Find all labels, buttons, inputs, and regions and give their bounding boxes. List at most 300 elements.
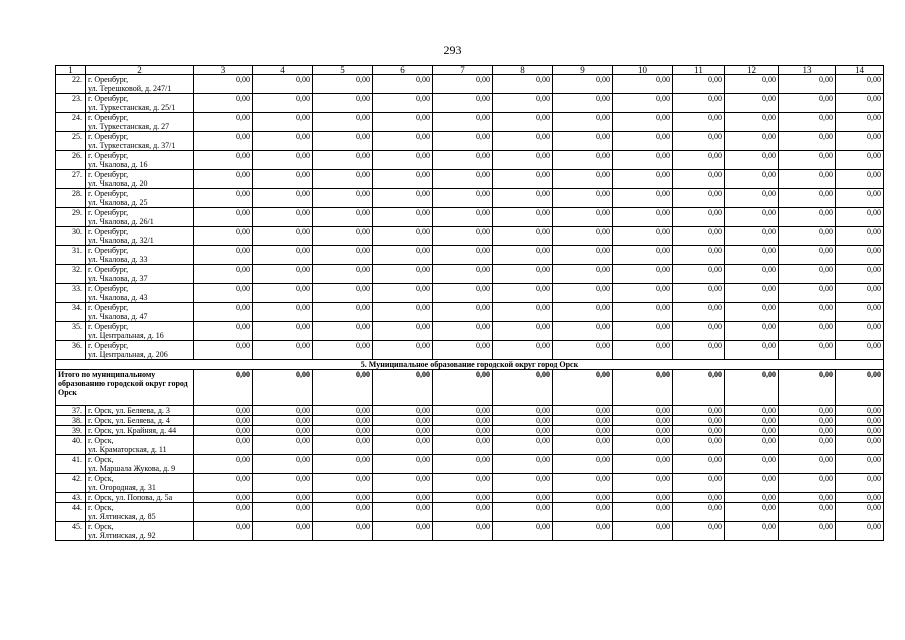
address-cell [86,436,194,455]
value-cell: 0,00 [779,189,836,208]
table-row [56,522,884,541]
value-cell: 0,00 [433,132,493,151]
value-cell: 0,00 [553,341,613,360]
row-number: 28. [56,189,86,208]
table-row [56,189,884,208]
column-header: 10 [613,66,673,75]
address-cell [86,455,194,474]
value-cell: 0,00 [779,406,836,416]
total-value-cell: 0,00 [493,370,553,406]
value-cell: 0,00 [673,436,725,455]
value-cell: 0,00 [433,94,493,113]
value-cell: 0,00 [613,426,673,436]
value-cell: 0,00 [493,246,553,265]
value-cell: 0,00 [433,113,493,132]
value-cell: 0,00 [313,151,373,170]
value-cell: 0,00 [253,113,313,132]
table-row [56,493,884,503]
address-line-2: ул. Маршала Жукова, д. 9 [88,464,176,473]
value-cell: 0,00 [373,522,433,541]
value-cell: 0,00 [313,426,373,436]
value-cell: 0,00 [836,208,884,227]
value-cell: 0,00 [613,113,673,132]
value-cell: 0,00 [725,189,779,208]
value-cell: 0,00 [836,170,884,189]
value-cell: 0,00 [253,208,313,227]
address-line-2: ул. Краматорская, д. 11 [88,445,167,454]
value-cell: 0,00 [253,265,313,284]
value-cell: 0,00 [493,455,553,474]
row-number: 31. [56,246,86,265]
column-header: 11 [673,66,725,75]
section-row [56,360,884,370]
address-cell [86,406,194,416]
total-value-cell: 0,00 [553,370,613,406]
value-cell: 0,00 [779,151,836,170]
total-value-cell: 0,00 [253,370,313,406]
value-cell: 0,00 [613,341,673,360]
value-cell: 0,00 [433,455,493,474]
row-number: 35. [56,322,86,341]
table-row [56,246,884,265]
value-cell: 0,00 [613,322,673,341]
value-cell: 0,00 [725,113,779,132]
value-cell: 0,00 [194,151,253,170]
value-cell: 0,00 [194,455,253,474]
value-cell: 0,00 [725,455,779,474]
value-cell: 0,00 [194,426,253,436]
value-cell: 0,00 [673,208,725,227]
address-line-1: г. Оренбург, [88,227,129,236]
value-cell: 0,00 [725,151,779,170]
value-cell: 0,00 [253,322,313,341]
value-cell: 0,00 [433,341,493,360]
value-cell: 0,00 [373,265,433,284]
value-cell: 0,00 [613,406,673,416]
value-cell: 0,00 [725,208,779,227]
value-cell: 0,00 [493,474,553,493]
row-number: 33. [56,284,86,303]
value-cell: 0,00 [836,94,884,113]
value-cell: 0,00 [553,227,613,246]
value-cell: 0,00 [613,303,673,322]
value-cell: 0,00 [836,455,884,474]
value-cell: 0,00 [725,474,779,493]
value-cell: 0,00 [194,208,253,227]
value-cell: 0,00 [725,132,779,151]
address-line-1: г. Оренбург, [88,303,129,312]
value-cell: 0,00 [493,426,553,436]
value-cell: 0,00 [313,265,373,284]
value-cell: 0,00 [493,151,553,170]
table-row [56,406,884,416]
address-line-2: ул. Туркестанская, д. 25/1 [88,103,176,112]
total-value-cell: 0,00 [613,370,673,406]
value-cell: 0,00 [433,416,493,426]
value-cell: 0,00 [433,265,493,284]
value-cell: 0,00 [433,406,493,416]
total-value-cell: 0,00 [836,370,884,406]
value-cell: 0,00 [673,189,725,208]
value-cell: 0,00 [673,284,725,303]
row-number: 37. [56,406,86,416]
table-row [56,113,884,132]
address-cell [86,416,194,426]
value-cell: 0,00 [836,341,884,360]
column-header: 4 [253,66,313,75]
value-cell: 0,00 [673,341,725,360]
value-cell: 0,00 [553,265,613,284]
value-cell: 0,00 [493,436,553,455]
value-cell: 0,00 [779,303,836,322]
value-cell: 0,00 [613,284,673,303]
value-cell: 0,00 [613,265,673,284]
column-header: 1 [56,66,86,75]
value-cell: 0,00 [836,189,884,208]
row-number: 23. [56,94,86,113]
value-cell: 0,00 [779,132,836,151]
value-cell: 0,00 [779,265,836,284]
value-cell: 0,00 [373,503,433,522]
value-cell: 0,00 [779,208,836,227]
table-row [56,341,884,360]
value-cell: 0,00 [493,493,553,503]
value-cell: 0,00 [313,113,373,132]
value-cell: 0,00 [493,265,553,284]
value-cell: 0,00 [725,493,779,503]
table-row [56,474,884,493]
column-header: 3 [194,66,253,75]
column-header: 13 [779,66,836,75]
value-cell: 0,00 [373,170,433,189]
value-cell: 0,00 [493,406,553,416]
value-cell: 0,00 [613,246,673,265]
row-number: 30. [56,227,86,246]
value-cell: 0,00 [725,265,779,284]
column-header: 14 [836,66,884,75]
value-cell: 0,00 [373,94,433,113]
value-cell: 0,00 [433,426,493,436]
value-cell: 0,00 [725,406,779,416]
row-number: 40. [56,436,86,455]
value-cell: 0,00 [433,322,493,341]
address-cell [86,113,194,132]
value-cell: 0,00 [373,426,433,436]
value-cell: 0,00 [493,522,553,541]
value-cell: 0,00 [779,322,836,341]
address-line-1: г. Орск, ул. Крайняя, д. 44 [88,426,177,435]
value-cell: 0,00 [313,474,373,493]
column-header: 5 [313,66,373,75]
value-cell: 0,00 [373,474,433,493]
value-cell: 0,00 [613,94,673,113]
value-cell: 0,00 [253,503,313,522]
value-cell: 0,00 [673,322,725,341]
value-cell: 0,00 [779,455,836,474]
table-row [56,416,884,426]
value-cell: 0,00 [373,322,433,341]
value-cell: 0,00 [613,132,673,151]
address-line-1: г. Оренбург, [88,113,129,122]
value-cell: 0,00 [433,436,493,455]
table-row [56,436,884,455]
value-cell: 0,00 [553,113,613,132]
value-cell: 0,00 [779,75,836,94]
value-cell: 0,00 [433,522,493,541]
value-cell: 0,00 [779,493,836,503]
value-cell: 0,00 [493,75,553,94]
address-cell [86,284,194,303]
value-cell: 0,00 [373,75,433,94]
value-cell: 0,00 [253,426,313,436]
value-cell: 0,00 [194,493,253,503]
value-cell: 0,00 [493,94,553,113]
value-cell: 0,00 [779,474,836,493]
table-row [56,227,884,246]
address-line-1: г. Оренбург, [88,94,129,103]
table-row [56,151,884,170]
row-number: 29. [56,208,86,227]
value-cell: 0,00 [553,189,613,208]
table-row [56,94,884,113]
value-cell: 0,00 [673,170,725,189]
value-cell: 0,00 [836,406,884,416]
table-row [56,132,884,151]
value-cell: 0,00 [313,189,373,208]
value-cell: 0,00 [836,493,884,503]
address-line-2: ул. Чкалова, д. 25 [88,198,148,207]
address-cell [86,189,194,208]
column-header: 7 [433,66,493,75]
address-line-2: ул. Чкалова, д. 16 [88,160,148,169]
value-cell: 0,00 [836,503,884,522]
value-cell: 0,00 [373,493,433,503]
value-cell: 0,00 [433,503,493,522]
value-cell: 0,00 [493,503,553,522]
value-cell: 0,00 [194,503,253,522]
value-cell: 0,00 [373,341,433,360]
value-cell: 0,00 [613,522,673,541]
value-cell: 0,00 [253,189,313,208]
value-cell: 0,00 [725,322,779,341]
value-cell: 0,00 [194,75,253,94]
value-cell: 0,00 [493,284,553,303]
row-number: 22. [56,75,86,94]
address-cell [86,341,194,360]
value-cell: 0,00 [836,265,884,284]
value-cell: 0,00 [373,246,433,265]
column-header: 12 [725,66,779,75]
value-cell: 0,00 [836,322,884,341]
value-cell: 0,00 [373,416,433,426]
address-cell [86,522,194,541]
value-cell: 0,00 [433,227,493,246]
row-number: 27. [56,170,86,189]
value-cell: 0,00 [553,522,613,541]
value-cell: 0,00 [673,522,725,541]
address-line-1: г. Оренбург, [88,132,129,141]
value-cell: 0,00 [836,151,884,170]
value-cell: 0,00 [673,265,725,284]
value-cell: 0,00 [313,284,373,303]
value-cell: 0,00 [779,426,836,436]
value-cell: 0,00 [553,208,613,227]
address-line-1: г. Орск, ул. Беляева, д. 4 [88,416,170,425]
total-value-cell: 0,00 [779,370,836,406]
value-cell: 0,00 [253,132,313,151]
value-cell: 0,00 [253,94,313,113]
value-cell: 0,00 [373,208,433,227]
value-cell: 0,00 [673,426,725,436]
value-cell: 0,00 [673,493,725,503]
address-line-1: г. Орск, ул. Беляева, д. 3 [88,406,170,415]
address-line-1: г. Орск, ул. Попова, д. 5а [88,493,173,502]
value-cell: 0,00 [613,189,673,208]
row-number: 25. [56,132,86,151]
value-cell: 0,00 [373,132,433,151]
value-cell: 0,00 [194,227,253,246]
value-cell: 0,00 [836,246,884,265]
value-cell: 0,00 [553,246,613,265]
value-cell: 0,00 [253,416,313,426]
value-cell: 0,00 [836,75,884,94]
address-line-1: г. Орск, [88,455,114,464]
value-cell: 0,00 [613,416,673,426]
value-cell: 0,00 [194,246,253,265]
address-line-1: г. Оренбург, [88,322,129,331]
value-cell: 0,00 [493,227,553,246]
value-cell: 0,00 [493,303,553,322]
address-line-1: г. Оренбург, [88,246,129,255]
value-cell: 0,00 [725,94,779,113]
total-value-cell: 0,00 [373,370,433,406]
row-number: 34. [56,303,86,322]
address-cell [86,493,194,503]
value-cell: 0,00 [253,303,313,322]
value-cell: 0,00 [779,170,836,189]
value-cell: 0,00 [313,303,373,322]
row-number: 41. [56,455,86,474]
address-cell [86,227,194,246]
value-cell: 0,00 [373,284,433,303]
value-cell: 0,00 [836,474,884,493]
table-row [56,265,884,284]
value-cell: 0,00 [194,94,253,113]
address-line-1: г. Оренбург, [88,151,129,160]
value-cell: 0,00 [313,503,373,522]
address-line-1: г. Орск, [88,522,114,531]
row-number: 38. [56,416,86,426]
value-cell: 0,00 [313,94,373,113]
value-cell: 0,00 [673,113,725,132]
value-cell: 0,00 [253,341,313,360]
value-cell: 0,00 [194,406,253,416]
value-cell: 0,00 [433,474,493,493]
value-cell: 0,00 [194,303,253,322]
value-cell: 0,00 [493,208,553,227]
value-cell: 0,00 [779,436,836,455]
address-cell [86,503,194,522]
address-line-2: ул. Чкалова, д. 33 [88,255,148,264]
value-cell: 0,00 [373,151,433,170]
value-cell: 0,00 [313,436,373,455]
value-cell: 0,00 [194,132,253,151]
value-cell: 0,00 [779,94,836,113]
value-cell: 0,00 [433,170,493,189]
row-number: 42. [56,474,86,493]
value-cell: 0,00 [313,246,373,265]
address-cell [86,208,194,227]
address-line-1: г. Оренбург, [88,208,129,217]
value-cell: 0,00 [313,455,373,474]
value-cell: 0,00 [553,436,613,455]
address-cell [86,474,194,493]
address-line-2: ул. Ялтинская, д. 92 [88,531,156,540]
value-cell: 0,00 [253,170,313,189]
value-cell: 0,00 [725,170,779,189]
section-title: 5. Муниципальное образование городской округ город Орск [56,360,884,370]
value-cell: 0,00 [673,94,725,113]
row-number: 44. [56,503,86,522]
value-cell: 0,00 [836,113,884,132]
address-line-1: г. Оренбург, [88,341,129,350]
value-cell: 0,00 [725,75,779,94]
value-cell: 0,00 [433,208,493,227]
value-cell: 0,00 [553,322,613,341]
column-header: 8 [493,66,553,75]
value-cell: 0,00 [613,170,673,189]
address-line-2: ул. Чкалова, д. 43 [88,293,148,302]
value-cell: 0,00 [836,416,884,426]
value-cell: 0,00 [253,75,313,94]
row-number: 43. [56,493,86,503]
value-cell: 0,00 [725,426,779,436]
value-cell: 0,00 [836,284,884,303]
address-line-2: ул. Чкалова, д. 26/1 [88,217,154,226]
value-cell: 0,00 [673,503,725,522]
value-cell: 0,00 [613,208,673,227]
value-cell: 0,00 [194,522,253,541]
total-value-cell: 0,00 [433,370,493,406]
value-cell: 0,00 [194,436,253,455]
total-value-cell: 0,00 [194,370,253,406]
value-cell: 0,00 [779,227,836,246]
value-cell: 0,00 [313,341,373,360]
row-number: 24. [56,113,86,132]
address-line-2: ул. Чкалова, д. 32/1 [88,236,154,245]
address-cell [86,426,194,436]
value-cell: 0,00 [253,436,313,455]
value-cell: 0,00 [253,284,313,303]
value-cell: 0,00 [673,132,725,151]
total-value-cell: 0,00 [313,370,373,406]
value-cell: 0,00 [433,284,493,303]
address-line-1: г. Орск, [88,436,114,445]
value-cell: 0,00 [613,151,673,170]
address-line-1: г. Орск, [88,503,114,512]
value-cell: 0,00 [779,522,836,541]
value-cell: 0,00 [613,474,673,493]
value-cell: 0,00 [673,455,725,474]
row-number: 32. [56,265,86,284]
table-row [56,503,884,522]
value-cell: 0,00 [836,436,884,455]
address-line-2: ул. Терешковой, д. 247/1 [88,84,172,93]
value-cell: 0,00 [253,474,313,493]
column-header-row [56,66,884,75]
column-header: 9 [553,66,613,75]
value-cell: 0,00 [194,341,253,360]
